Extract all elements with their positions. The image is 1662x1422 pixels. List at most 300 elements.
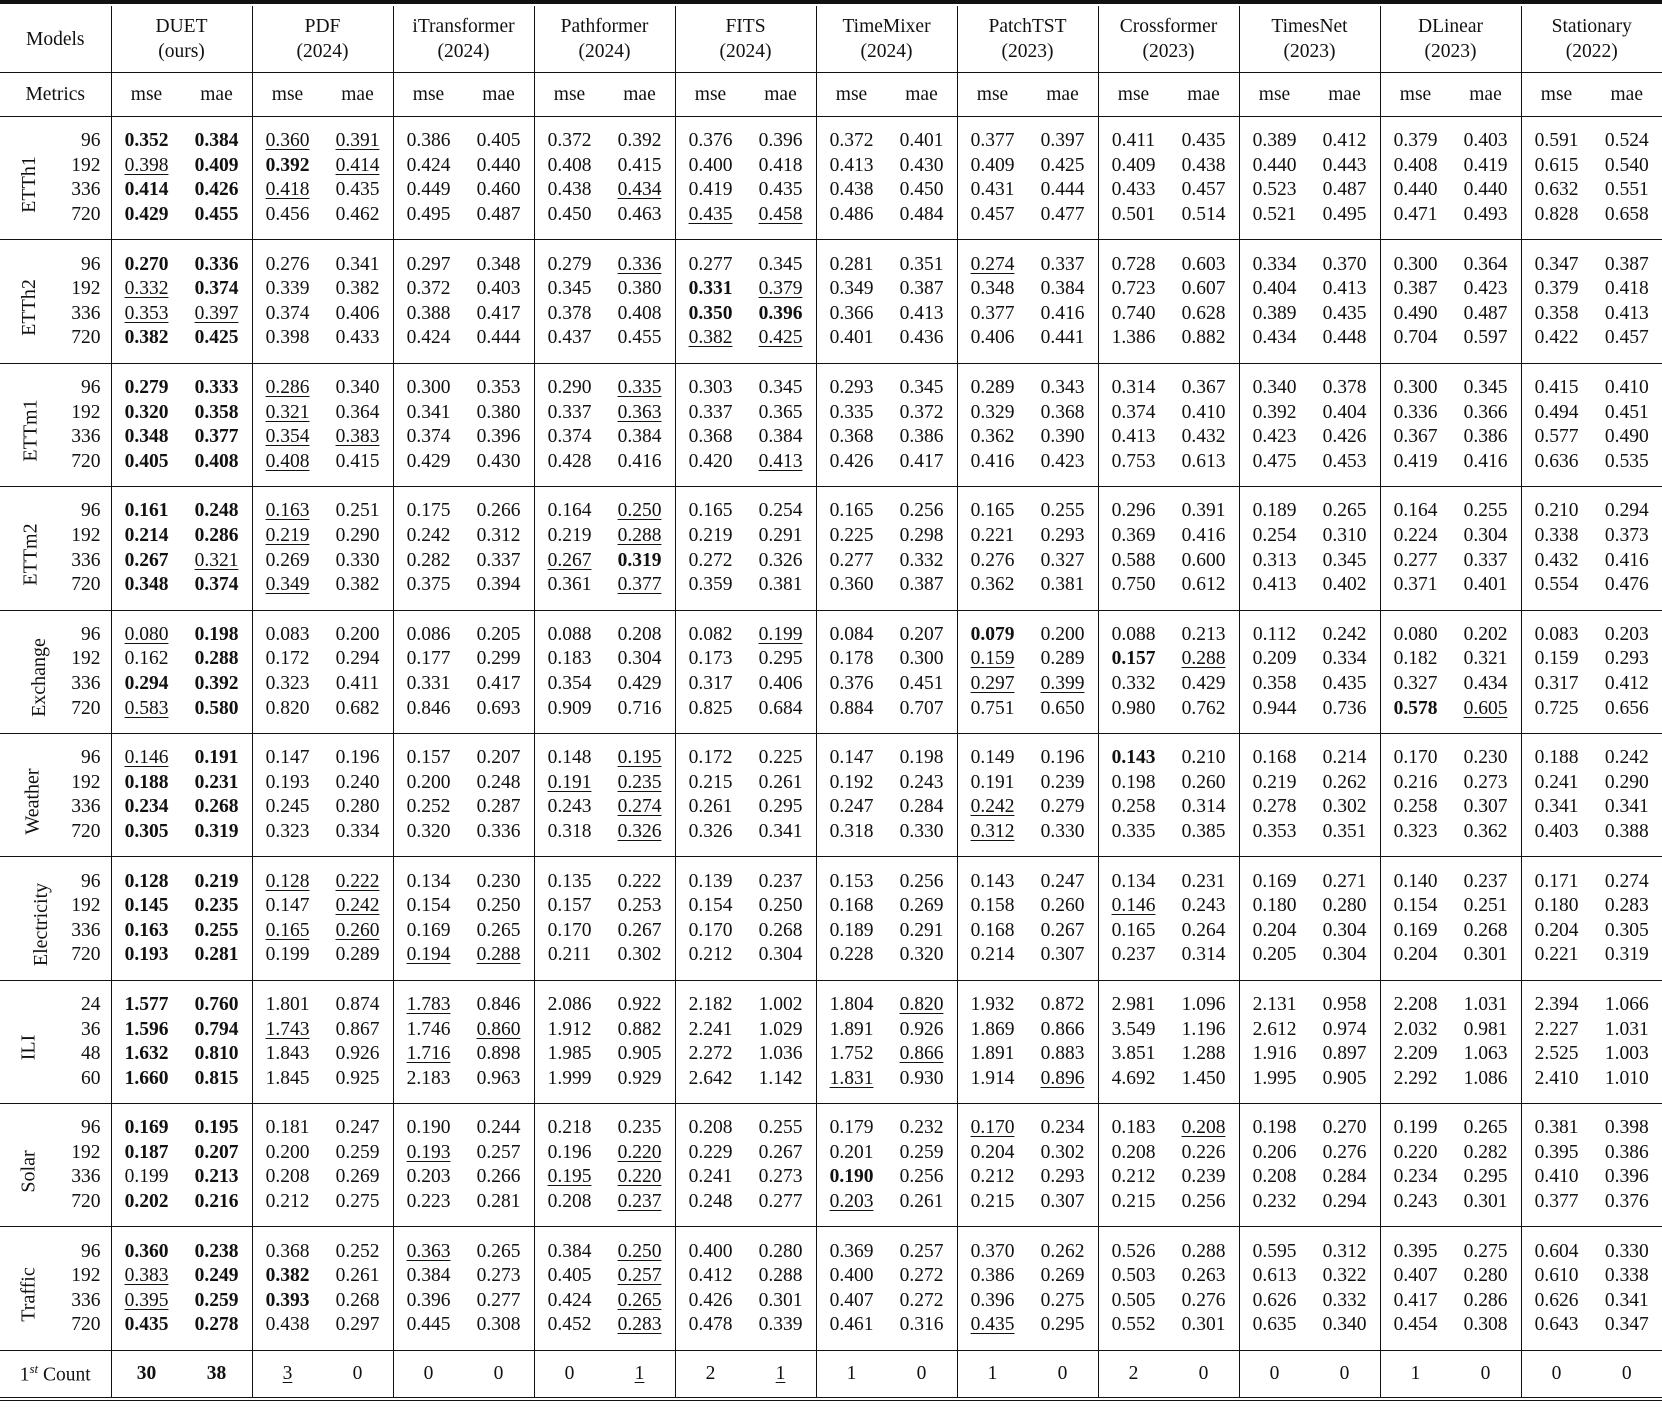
value-cell (393, 1017, 464, 1042)
value-cell (1098, 1017, 1169, 1042)
value-cell (1239, 573, 1310, 610)
value: 0.265 (1322, 500, 1367, 522)
value-cell (111, 795, 182, 820)
value: 0.225 (758, 747, 803, 769)
value: 0.277 (688, 253, 733, 275)
value: 0.269 (265, 549, 310, 571)
value: 0.301 (1463, 1191, 1508, 1213)
value-cell (675, 1141, 746, 1166)
metric-mse: mse (675, 73, 746, 117)
value-cell (1028, 573, 1099, 610)
value: 0.180 (1534, 895, 1579, 917)
value: 0.259 (335, 1141, 380, 1163)
value: 0.218 (547, 1117, 592, 1139)
value: 0.267 (758, 1141, 803, 1163)
value-cell (323, 770, 394, 795)
value: 0.345 (758, 253, 803, 275)
value-cell (1028, 154, 1099, 179)
value-cell (323, 918, 394, 943)
dataset-name: ETTh2 (17, 279, 40, 336)
value: 1.086 (1463, 1067, 1508, 1089)
value: 3.549 (1111, 1018, 1156, 1040)
value: 0.391 (1181, 500, 1226, 522)
value: 0.820 (899, 993, 944, 1015)
value: 1.036 (758, 1043, 803, 1065)
count-cell (1592, 1350, 1662, 1397)
value: 0.303 (688, 377, 733, 399)
value-cell (887, 1066, 958, 1103)
value: 0.301 (1181, 1314, 1226, 1336)
value-cell (1169, 1227, 1240, 1264)
value: 0.490 (1604, 426, 1649, 448)
value: 0.435 (758, 179, 803, 201)
value: 0.265 (476, 919, 521, 941)
value: 0.424 (406, 154, 451, 176)
value-cell (393, 918, 464, 943)
horizon: 96 (81, 1117, 101, 1139)
value: 0.203 (1604, 623, 1649, 645)
value: 0.377 (970, 130, 1015, 152)
value-cell (746, 1141, 817, 1166)
table-row (0, 425, 1662, 450)
value: 0.450 (899, 179, 944, 201)
value: 0.335 (1111, 820, 1156, 842)
value: 1.632 (124, 1043, 169, 1065)
value-cell (746, 203, 817, 240)
value: 0.208 (265, 1166, 310, 1188)
value: 0.750 (1111, 574, 1156, 596)
value: 0.366 (829, 302, 874, 324)
value: 0.416 (1604, 549, 1649, 571)
value: 0.372 (899, 401, 944, 423)
model-name: PatchTST (988, 16, 1067, 37)
metric-mae: mae (746, 73, 817, 117)
value-cell (323, 943, 394, 980)
value: 0.866 (899, 1043, 944, 1065)
value: 0.348 (124, 426, 169, 448)
value: 0.753 (1111, 450, 1156, 472)
value: 0.448 (1322, 327, 1367, 349)
value-cell (887, 1264, 958, 1289)
count-cell (746, 1350, 817, 1397)
value: 0.414 (124, 179, 169, 201)
value: 0.384 (406, 1265, 451, 1287)
value: 0.242 (1322, 623, 1367, 645)
value-cell (957, 918, 1028, 943)
value-cell (182, 1289, 253, 1314)
value-cell (1592, 1190, 1662, 1227)
value: 0.312 (970, 820, 1015, 842)
value: 0.259 (899, 1141, 944, 1163)
value: 0.256 (899, 500, 944, 522)
value-cell (1451, 1141, 1522, 1166)
value: 0.336 (1393, 401, 1438, 423)
value: 0.597 (1463, 327, 1508, 349)
value: 1.914 (970, 1067, 1015, 1089)
value-cell (957, 573, 1028, 610)
value: 0.232 (1252, 1191, 1297, 1213)
value-cell (675, 178, 746, 203)
value: 0.332 (124, 278, 169, 300)
value: 0.274 (970, 253, 1015, 275)
value-cell (393, 277, 464, 302)
value: 0.207 (194, 1141, 239, 1163)
value: 0.723 (1111, 278, 1156, 300)
value: 0.297 (335, 1314, 380, 1336)
value-cell (746, 696, 817, 733)
value-cell (1028, 1289, 1099, 1314)
value: 0.282 (406, 549, 451, 571)
value-cell (957, 1264, 1028, 1289)
value: 0.364 (335, 401, 380, 423)
value: 0.440 (1463, 179, 1508, 201)
value: 0.974 (1322, 1018, 1367, 1040)
value: 0.297 (970, 672, 1015, 694)
value: 0.381 (758, 574, 803, 596)
value: 0.435 (688, 204, 733, 226)
value-cell (605, 857, 676, 894)
count-value: 1 (1410, 1362, 1421, 1384)
value-cell (1098, 733, 1169, 770)
value-cell (1028, 1066, 1099, 1103)
value-cell (816, 943, 887, 980)
value-cell (816, 178, 887, 203)
value: 0.398 (124, 154, 169, 176)
value-cell (1028, 770, 1099, 795)
value-cell (816, 610, 887, 647)
value-cell (605, 647, 676, 672)
value-cell (605, 980, 676, 1017)
value: 0.270 (1322, 1117, 1367, 1139)
value: 0.604 (1534, 1240, 1579, 1262)
value: 0.247 (335, 1117, 380, 1139)
value: 0.268 (1463, 919, 1508, 941)
value-cell (182, 795, 253, 820)
value: 0.605 (1463, 697, 1508, 719)
value: 0.204 (970, 1141, 1015, 1163)
value: 0.258 (1393, 796, 1438, 818)
value-cell (1239, 1017, 1310, 1042)
value: 1.386 (1111, 327, 1156, 349)
value: 0.434 (1252, 327, 1297, 349)
value: 0.169 (1252, 870, 1297, 892)
value: 0.413 (829, 154, 874, 176)
value-cell (605, 400, 676, 425)
value-cell (464, 1042, 535, 1067)
value-cell (816, 302, 887, 327)
value-cell (1380, 154, 1451, 179)
value-cell (1169, 894, 1240, 919)
count-cell (887, 1350, 958, 1397)
value: 0.275 (1463, 1240, 1508, 1262)
value-cell (323, 820, 394, 857)
model-year: (2023) (1283, 41, 1336, 62)
value-cell (1098, 1264, 1169, 1289)
value: 0.304 (1322, 944, 1367, 966)
value: 0.626 (1252, 1289, 1297, 1311)
value: 0.820 (265, 697, 310, 719)
value-cell (675, 1165, 746, 1190)
value: 0.277 (829, 549, 874, 571)
value-cell (675, 450, 746, 487)
value: 0.229 (688, 1141, 733, 1163)
table-row (0, 918, 1662, 943)
value-cell (605, 795, 676, 820)
value: 0.905 (617, 1043, 662, 1065)
value: 0.163 (124, 919, 169, 941)
value-cell (1592, 326, 1662, 363)
value-cell (675, 1017, 746, 1042)
count-row (0, 1350, 1662, 1397)
value-cell (1239, 1104, 1310, 1141)
value-cell (111, 1141, 182, 1166)
value: 0.897 (1322, 1043, 1367, 1065)
value: 0.313 (1252, 549, 1297, 571)
count-value: 1 (846, 1362, 857, 1384)
count-value: 0 (1480, 1362, 1491, 1384)
value: 0.462 (335, 204, 380, 226)
value: 0.276 (1322, 1141, 1367, 1163)
value-cell (1098, 1289, 1169, 1314)
value: 0.206 (1252, 1141, 1297, 1163)
value: 0.250 (617, 500, 662, 522)
value-cell (1380, 1264, 1451, 1289)
value: 0.147 (265, 895, 310, 917)
value-cell (746, 400, 817, 425)
value-cell (957, 733, 1028, 770)
value: 0.438 (1181, 154, 1226, 176)
value: 0.320 (899, 944, 944, 966)
value-cell (1310, 203, 1381, 240)
model-header-timesnet (1239, 6, 1380, 73)
value: 0.331 (406, 672, 451, 694)
model-name: iTransformer (412, 16, 515, 37)
value: 0.379 (758, 278, 803, 300)
value: 0.388 (1604, 820, 1649, 842)
value-cell (393, 1264, 464, 1289)
value: 0.431 (970, 179, 1015, 201)
value-cell (252, 1017, 323, 1042)
table-row (0, 1264, 1662, 1289)
value: 0.383 (124, 1265, 169, 1287)
value-cell (252, 548, 323, 573)
value-cell (746, 1165, 817, 1190)
value: 0.413 (1252, 574, 1297, 596)
value: 0.172 (688, 747, 733, 769)
value: 0.262 (1040, 1240, 1085, 1262)
value: 0.086 (406, 623, 451, 645)
value: 0.300 (899, 648, 944, 670)
value: 0.403 (1534, 820, 1579, 842)
value-cell (182, 820, 253, 857)
value: 0.377 (194, 426, 239, 448)
value-cell (1098, 1141, 1169, 1166)
value: 0.435 (1181, 130, 1226, 152)
dataset-name: ETTh1 (17, 155, 40, 213)
value-cell (816, 1190, 887, 1227)
value-cell (1028, 820, 1099, 857)
value-cell (887, 425, 958, 450)
value: 0.352 (124, 130, 169, 152)
value: 0.149 (970, 747, 1015, 769)
value-cell (1310, 770, 1381, 795)
value: 0.380 (617, 278, 662, 300)
value: 0.304 (758, 944, 803, 966)
value-cell (1169, 548, 1240, 573)
value-cell (605, 1141, 676, 1166)
value-cell (605, 894, 676, 919)
dataset-name: Weather (21, 768, 44, 835)
value-cell (1169, 1289, 1240, 1314)
value: 0.523 (1252, 179, 1297, 201)
value-cell (111, 857, 182, 894)
value-cell (957, 1165, 1028, 1190)
value: 0.333 (194, 377, 239, 399)
value: 0.396 (1604, 1166, 1649, 1188)
value: 0.305 (1604, 919, 1649, 941)
value-cell (1451, 795, 1522, 820)
value-cell (887, 326, 958, 363)
value: 1.288 (1181, 1043, 1226, 1065)
value: 0.415 (617, 154, 662, 176)
value: 0.213 (1181, 623, 1226, 645)
value: 0.382 (265, 1265, 310, 1287)
value: 0.219 (688, 525, 733, 547)
value: 0.235 (617, 1117, 662, 1139)
value-cell (1451, 857, 1522, 894)
value-cell (182, 980, 253, 1017)
value-cell (957, 363, 1028, 400)
value-cell (182, 1017, 253, 1042)
value-cell (746, 894, 817, 919)
value-cell (675, 894, 746, 919)
value-cell (816, 1227, 887, 1264)
value-cell (1310, 302, 1381, 327)
value: 0.212 (688, 944, 733, 966)
value: 0.874 (335, 993, 380, 1015)
value: 0.348 (970, 278, 1015, 300)
value: 1.999 (547, 1067, 592, 1089)
value: 0.457 (970, 204, 1015, 226)
value-cell (1098, 1227, 1169, 1264)
value: 0.279 (124, 377, 169, 399)
value-cell (1239, 1066, 1310, 1103)
value: 0.349 (829, 278, 874, 300)
value: 0.379 (1534, 278, 1579, 300)
value: 0.728 (1111, 253, 1156, 275)
value-cell (111, 117, 182, 154)
value: 0.204 (1252, 919, 1297, 941)
value-cell (1521, 524, 1592, 549)
value-cell (1310, 548, 1381, 573)
value: 0.159 (970, 648, 1015, 670)
value-cell (1169, 117, 1240, 154)
value-cell (605, 733, 676, 770)
value: 0.423 (1252, 426, 1297, 448)
value-cell (957, 1190, 1028, 1227)
value: 0.275 (1040, 1289, 1085, 1311)
value-cell (746, 820, 817, 857)
value-cell (252, 918, 323, 943)
value-cell (1310, 733, 1381, 770)
value: 0.169 (1393, 919, 1438, 941)
value-cell (746, 1289, 817, 1314)
value-cell (1521, 363, 1592, 400)
value: 0.406 (970, 327, 1015, 349)
value-cell (1592, 1227, 1662, 1264)
value: 0.321 (194, 549, 239, 571)
value-cell (675, 1313, 746, 1350)
value-cell (393, 117, 464, 154)
value: 0.626 (1534, 1289, 1579, 1311)
value: 0.267 (1040, 919, 1085, 941)
value: 0.397 (194, 302, 239, 324)
value: 0.922 (617, 993, 662, 1015)
value: 0.416 (1463, 450, 1508, 472)
value: 0.455 (194, 204, 239, 226)
value: 0.411 (335, 672, 380, 694)
value: 0.267 (547, 549, 592, 571)
table-row (0, 1141, 1662, 1166)
value: 0.198 (194, 623, 239, 645)
value: 0.169 (124, 1117, 169, 1139)
count-label (0, 1350, 111, 1397)
value-cell (816, 857, 887, 894)
value: 0.248 (194, 500, 239, 522)
model-header-itransformer (393, 6, 534, 73)
value-cell (1239, 203, 1310, 240)
value: 0.244 (476, 1117, 521, 1139)
value: 0.319 (617, 549, 662, 571)
value-cell (1169, 1313, 1240, 1350)
value: 0.368 (688, 426, 733, 448)
value-cell (1239, 770, 1310, 795)
value: 0.403 (1463, 130, 1508, 152)
model-name: FITS (725, 16, 766, 37)
horizon: 192 (71, 401, 101, 423)
value: 0.201 (829, 1141, 874, 1163)
value-cell (1169, 425, 1240, 450)
value-cell (111, 487, 182, 524)
horizon: 96 (81, 747, 101, 769)
value: 0.219 (194, 870, 239, 892)
value: 0.243 (1393, 1191, 1438, 1213)
value: 0.275 (335, 1191, 380, 1213)
value-cell (1310, 1165, 1381, 1190)
value-cell (1239, 400, 1310, 425)
value-cell (1239, 326, 1310, 363)
value: 0.371 (1393, 574, 1438, 596)
value: 0.330 (335, 549, 380, 571)
value-cell (393, 647, 464, 672)
value-cell (1521, 277, 1592, 302)
value: 0.420 (688, 450, 733, 472)
value-cell (1169, 857, 1240, 894)
metrics-row (0, 73, 1662, 117)
value: 0.454 (1393, 1314, 1438, 1336)
value: 0.707 (899, 697, 944, 719)
value: 0.353 (476, 377, 521, 399)
value-cell (887, 450, 958, 487)
model-year: (2023) (1142, 41, 1195, 62)
value: 0.171 (1534, 870, 1579, 892)
model-header-duet (111, 6, 252, 73)
value-cell (1521, 302, 1592, 327)
value: 0.294 (1322, 1191, 1367, 1213)
value: 0.416 (1181, 525, 1226, 547)
value: 0.418 (1604, 278, 1649, 300)
value-cell (1451, 573, 1522, 610)
